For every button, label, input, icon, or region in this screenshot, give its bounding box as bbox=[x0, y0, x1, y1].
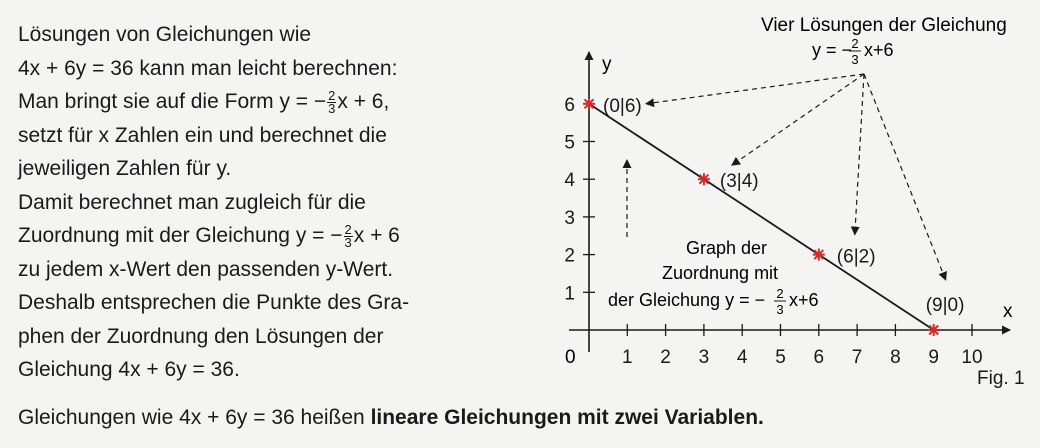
x-tick-label: 3 bbox=[698, 347, 710, 368]
y-tick-label: 1 bbox=[564, 283, 575, 305]
solution-point-label: (6|2) bbox=[836, 246, 876, 268]
figure-caption: Fig. 1 bbox=[977, 368, 1025, 389]
callout-arrow bbox=[732, 74, 864, 165]
y-tick-label: 6 bbox=[564, 94, 575, 116]
graph-label-line-3: der Gleichung y = − bbox=[608, 290, 766, 310]
paragraph-line-5: jeweiligen Zahlen für y. bbox=[18, 157, 232, 180]
y-tick-label: 2 bbox=[564, 245, 575, 267]
definition-lead: Gleichungen wie 4x + 6y = 36 heißen bbox=[18, 406, 371, 429]
y-tick-label: 3 bbox=[564, 207, 575, 229]
graph-label-line-3-end: x+6 bbox=[789, 290, 819, 310]
fraction-denominator: 3 bbox=[328, 100, 336, 116]
solution-point-label: (9|0) bbox=[925, 295, 965, 316]
fraction-denominator: 3 bbox=[344, 234, 352, 250]
callout-equation-end: x+6 bbox=[864, 40, 894, 60]
solution-point-label: (0|6) bbox=[603, 95, 642, 117]
assignment-text-end: x + 6 bbox=[353, 224, 400, 247]
y-tick-label: 4 bbox=[564, 170, 575, 192]
callout-equation-start: y = − bbox=[812, 40, 853, 60]
paragraph-line-9: Deshalb entsprechen die Punkte des Gra- bbox=[18, 291, 410, 314]
definition-sentence bbox=[18, 406, 764, 430]
callout-fraction-numerator: 2 bbox=[851, 36, 859, 51]
paragraph-line-10: phen der Zuordnung den Lösungen der bbox=[18, 324, 384, 348]
y-tick-label: 5 bbox=[564, 132, 575, 154]
callout-arrow bbox=[855, 74, 864, 235]
form-text-end: x + 6, bbox=[337, 90, 390, 113]
paragraph-line-11: Gleichung 4x + 6y = 36. bbox=[18, 358, 240, 381]
paragraph-line-6: Damit berechnet man zugleich für die bbox=[18, 190, 366, 214]
graph-label-fraction-numerator: 2 bbox=[776, 286, 784, 301]
x-tick-label: 4 bbox=[736, 347, 748, 368]
x-axis-label: x bbox=[1003, 301, 1013, 322]
callout-fraction-denominator: 3 bbox=[851, 52, 859, 67]
solution-point-label: (3|4) bbox=[719, 171, 759, 193]
x-tick-label: 1 bbox=[622, 347, 633, 368]
form-text: Man bringt sie auf die Form y = − bbox=[18, 90, 327, 113]
callout-arrow bbox=[864, 74, 946, 280]
paragraph-line-1: Lösungen von Gleichungen wie bbox=[18, 23, 312, 46]
paragraph-line-2: 4x + 6y = 36 kann man leicht berechnen: bbox=[18, 56, 398, 80]
definition-term: lineare Gleichungen mit zwei Variablen. bbox=[370, 406, 764, 429]
assignment-text: Zuordnung mit der Gleichung y = − bbox=[18, 224, 343, 247]
callout-arrow bbox=[646, 74, 864, 104]
graph-label-line-2: Zuordnung mit bbox=[662, 263, 779, 283]
callout-arrows bbox=[627, 74, 946, 280]
x-tick-label: 10 bbox=[961, 347, 983, 368]
graph-label-line-1: Graph der bbox=[686, 238, 768, 258]
paragraph-line-8: zu jedem x-Wert den passenden y-Wert. bbox=[18, 257, 394, 281]
graph-label-fraction-denominator: 3 bbox=[776, 302, 784, 317]
x-tick-label: 8 bbox=[890, 347, 901, 368]
y-axis-label: y bbox=[602, 54, 612, 75]
fraction-numerator: 2 bbox=[344, 221, 352, 237]
callout-title: Vier Lösungen der Gleichung bbox=[761, 15, 1007, 36]
x-tick-label: 2 bbox=[660, 347, 671, 368]
x-tick-label: 7 bbox=[851, 347, 863, 368]
x-tick-label: 6 bbox=[813, 347, 825, 368]
fraction-numerator: 2 bbox=[328, 87, 336, 103]
x-tick-label: 5 bbox=[775, 347, 786, 368]
paragraph-line-4: setzt für x Zahlen ein und berechnet die bbox=[18, 123, 387, 147]
origin-label: 0 bbox=[565, 347, 576, 368]
x-tick-label: 9 bbox=[928, 347, 939, 368]
